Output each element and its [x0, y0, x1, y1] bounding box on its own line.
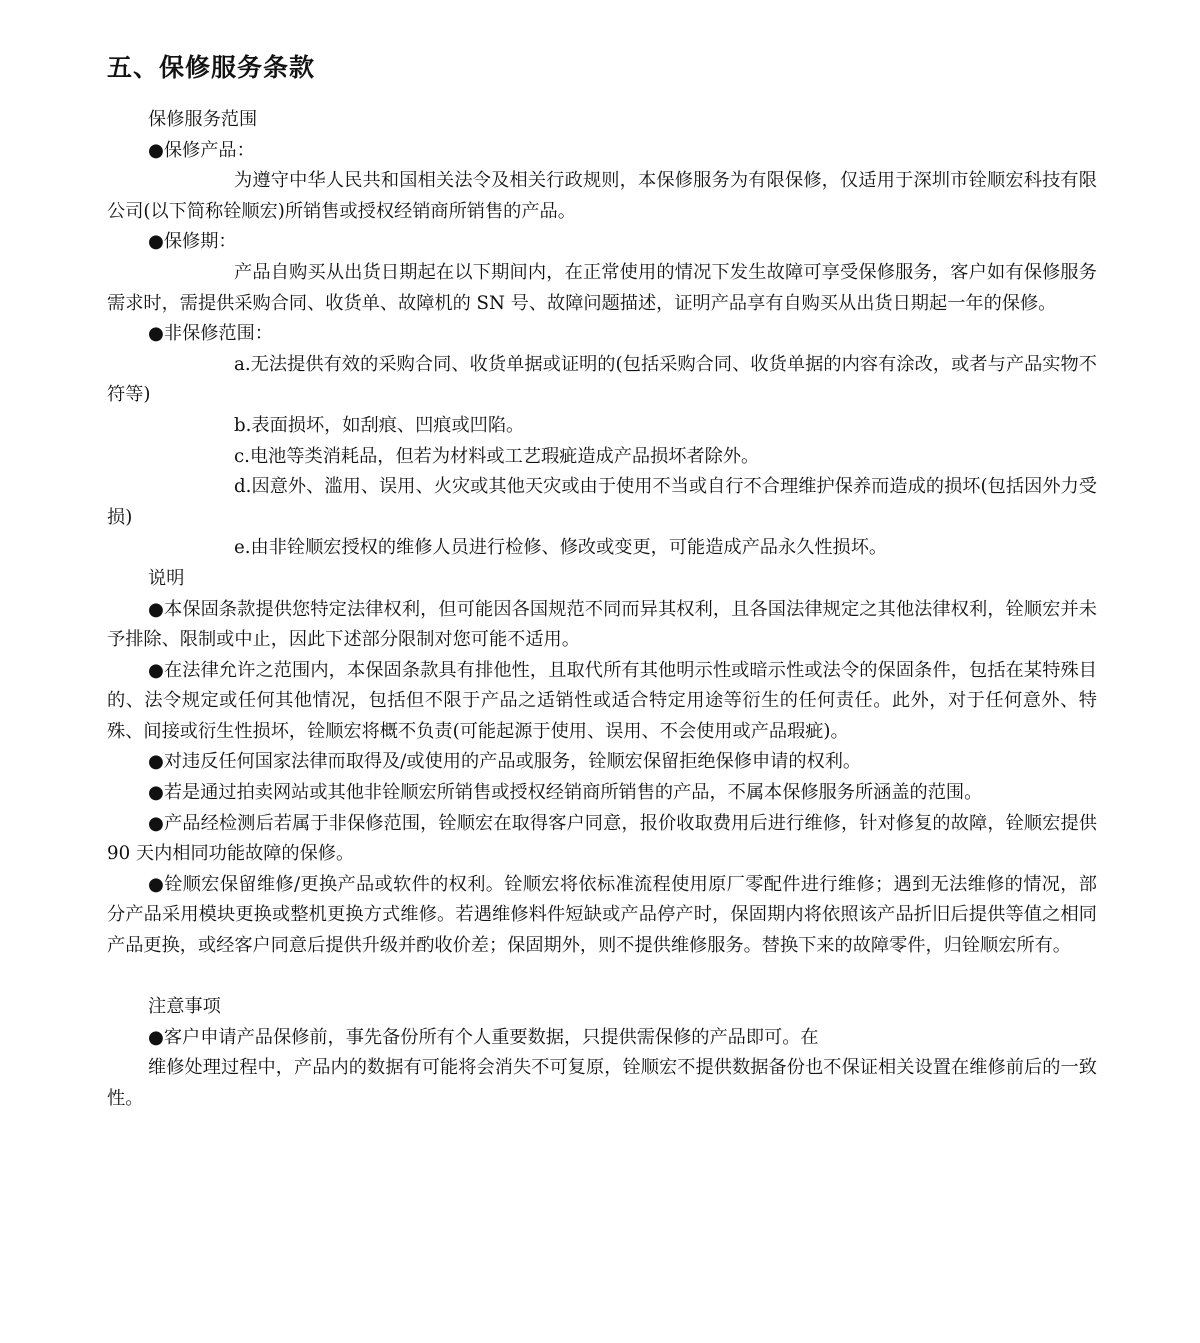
explanation-paragraph: ●铨顺宏保留维修/更换产品或软件的权利。铨顺宏将依标准流程使用原厂零配件进行维修；遇到无法维修的情况，部分产品采用模块更换或整机更换方式维修。若遇维修料件短缺或产品停产时，保固期内将依照该产品折旧后提供等值之相同产品更换，或经客户同意后提供升级并酌收价差；保固期外，则不提供维修服务。替换下来的故障零件，归铨顺宏所有。 [107, 873, 1097, 957]
product-label: ●保修产品： [148, 139, 255, 161]
explanation-paragraph: ●本保固条款提供您特定法律权利，但可能因各国规范不同而异其权利，且各国法律规定之其他法律权利，铨顺宏并未予排除、限制或中止，因此下述部分限制对您可能不适用。 [107, 598, 1097, 651]
notice-line-1: ●客户申请产品保修前，事先备份所有个人重要数据，只提供需保修的产品即可。在 [148, 1026, 819, 1048]
exclusion-label: ●非保修范围： [148, 323, 273, 345]
exclusion-item-e: e.由非铨顺宏授权的维修人员进行检修、修改或变更，可能造成产品永久性损坏。 [234, 537, 888, 559]
explanation-paragraph: ●若是通过拍卖网站或其他非铨顺宏所销售或授权经销商所销售的产品，不属本保修服务所涵盖的范围。 [148, 782, 983, 804]
product-text: 为遵守中华人民共和国相关法令及相关行政规则，本保修服务为有限保修，仅适用于深圳市铨顺宏科技有限公司(以下简称铨顺宏)所销售或授权经销商所销售的产品。 [107, 170, 1097, 222]
notice-line-2: 维修处理过程中，产品内的数据有可能将会消失不可复原，铨顺宏不提供数据备份也不保证相关设置在维修前后的一致性。 [107, 1057, 1097, 1109]
exclusion-item-c: c.电池等类消耗品，但若为材料或工艺瑕疵造成产品损坏者除外。 [234, 445, 760, 467]
paragraph-spacer [107, 962, 1097, 993]
exclusion-item-d: d.因意外、滥用、误用、火灾或其他天灾或由于使用不当或自行不合理维护保养而造成的损坏(包括因外力受损) [107, 476, 1097, 528]
exclusion-item-a: a.无法提供有效的采购合同、收货单据或证明的(包括采购合同、收货单据的内容有涂改，或者与产品实物不符等) [107, 353, 1097, 406]
period-label: ●保修期： [148, 231, 237, 253]
section-title: 五、保修服务条款 [107, 53, 316, 82]
explanation-paragraph: ●对违反任何国家法律而取得及/或使用的产品或服务，铨顺宏保留拒绝保修申请的权利。 [148, 751, 862, 773]
period-text: 产品自购买从出货日期起在以下期间内，在正常使用的情况下发生故障可享受保修服务，客户如有保修服务需求时，需提供采购合同、收货单、故障机的 SN 号、故障问题描述，证明产品享有自购买从出货日期起一年的保修。 [107, 261, 1097, 314]
notice-heading: 注意事项 [148, 996, 221, 1018]
scope-heading: 保修服务范围 [148, 109, 258, 130]
exclusion-item-b: b.表面损坏，如刮痕、凹痕或凹陷。 [234, 414, 525, 436]
explanation-paragraph: ●产品经检测后若属于非保修范围，铨顺宏在取得客户同意，报价收取费用后进行维修，针对修复的故障，铨顺宏提供 90 天内相同功能故障的保修。 [107, 812, 1097, 865]
document-body [107, 105, 1097, 1115]
explanation-heading: 说明 [148, 567, 185, 589]
explanation-paragraph: ●在法律允许之范围内，本保固条款具有排他性，且取代所有其他明示性或暗示性或法令的保固条件，包括在某特殊目的、法令规定或任何其他情况，包括但不限于产品之适销性或适合特定用途等衍生的任何责任。此外，对于任何意外、特殊、间接或衍生性损坏，铨顺宏将概不负责(可能起源于使用、误用、不会使用或产品瑕疵)。 [107, 659, 1097, 742]
